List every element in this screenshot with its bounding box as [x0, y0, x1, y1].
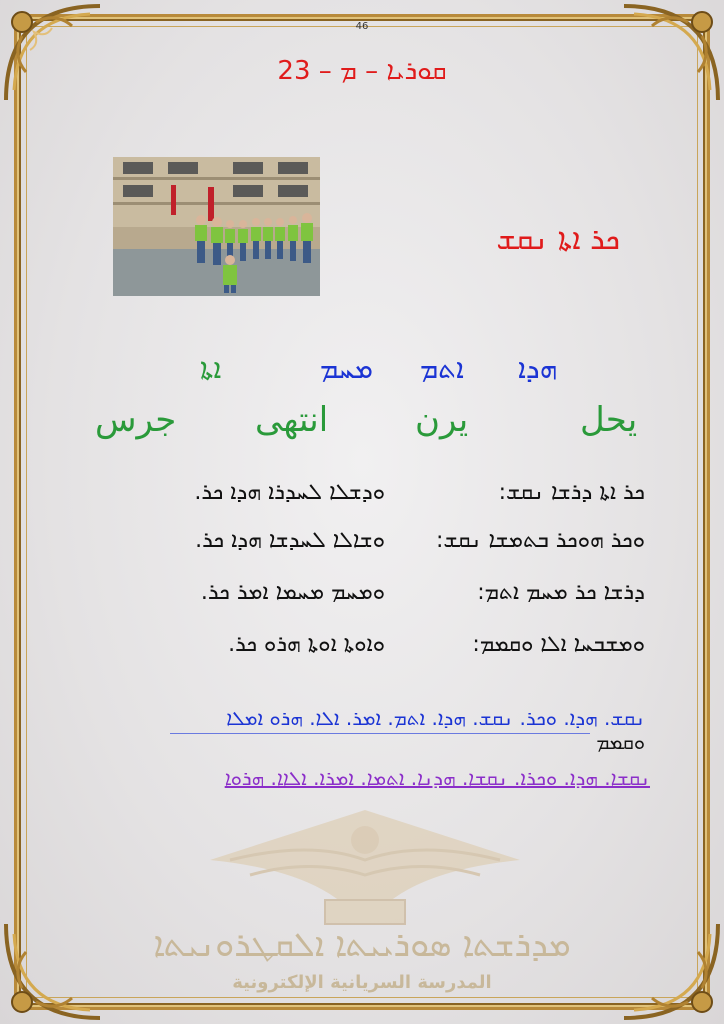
- school-photo: [113, 157, 320, 296]
- verse-second-half: ܘܕܫܠܐ ܠܚܕܪܐ ܗܕܐ ܟܪ.: [194, 480, 385, 505]
- vocabulary-line-1: [105, 706, 645, 754]
- verse-second-half: ܘܫܐܠܐ ܠܚܕܫܐ ܗܕܐ ܟܪ.: [195, 528, 385, 553]
- syriac-words-row: [0, 352, 724, 392]
- verse-first-half: ܘܡܫܒܚܐ ܐܠܐ ܘܩܡܡ:: [472, 632, 645, 657]
- page-number: 46: [355, 21, 369, 32]
- syriac-word: ܡܚܡ: [320, 352, 374, 385]
- arabic-word: انتهى: [255, 400, 329, 440]
- verse-first-half: ܟܪ ܐܬܐ ܕܪܫܐ ܢܩܫ:: [498, 480, 645, 505]
- vocabulary-tail: ܘܩܡܡ: [596, 730, 645, 754]
- sentence-title: ܟܪ ܐܬܐ ܢܩܫ: [496, 222, 620, 257]
- school-photo-illustration: [113, 157, 320, 296]
- syriac-word: ܐܬܡ: [420, 352, 464, 385]
- underline-divider: [170, 733, 590, 734]
- syriac-word: ܐܬܐ: [200, 352, 222, 385]
- verse-first-half: ܕܪܫܐ ܟܪ ܡܚܡ ܐܬܡ:: [477, 580, 645, 605]
- syriac-word: ܗܕܐ: [518, 352, 558, 385]
- vocabulary-line-2: ܢܩܫܐ. ܗܕܐ. ܘܟܪܐ. ܢܩܫܐ. ܗܕܢܐ. ܐܬܡܐ. ܐܡܪܐ. ܐܠܐܐ. ܗܪܘܐ: [224, 766, 650, 790]
- arabic-words-row: [0, 400, 724, 450]
- verse-second-half: ܘܡܚܡ ܡܚܡܐ ܐܡܪ ܟܪ.: [200, 580, 385, 605]
- corner-ornament-icon: [0, 0, 110, 110]
- vocabulary-words: ܢܩܫ. ܗܕܐ. ܘܟܪ. ܢܩܫ. ܗܕܐ. ܐܬܡ. ܐܡܪ. ܐܠܐ. ܗܪܘ ܐܡܠܐ: [226, 706, 645, 730]
- corner-ornament-icon: [614, 0, 724, 110]
- arabic-word: جرس: [95, 400, 177, 440]
- lesson-title: ܩܘܪܝܐ – ܡ – 23: [277, 56, 447, 86]
- school-logo-icon: [190, 800, 540, 930]
- school-name-arabic: المدرسة السريانية الإلكترونية: [232, 972, 492, 993]
- arabic-word: يحل: [580, 400, 638, 440]
- verse-second-half: ܘܐܘܬܐ ܐܘܬܐ ܗܪܘ ܟܪ.: [228, 632, 385, 657]
- arabic-word: يرن: [415, 400, 469, 440]
- school-name-syriac: ܡܕܪܫܬܐ ܣܘܪܝܝܬܐ ܐܠܩܛܪܘܢܝܬܐ: [153, 925, 571, 965]
- verse-first-half: ܘܟܪ ܗܘܟܪ ܒܬܡܫܐ ܢܩܫ:: [436, 528, 645, 553]
